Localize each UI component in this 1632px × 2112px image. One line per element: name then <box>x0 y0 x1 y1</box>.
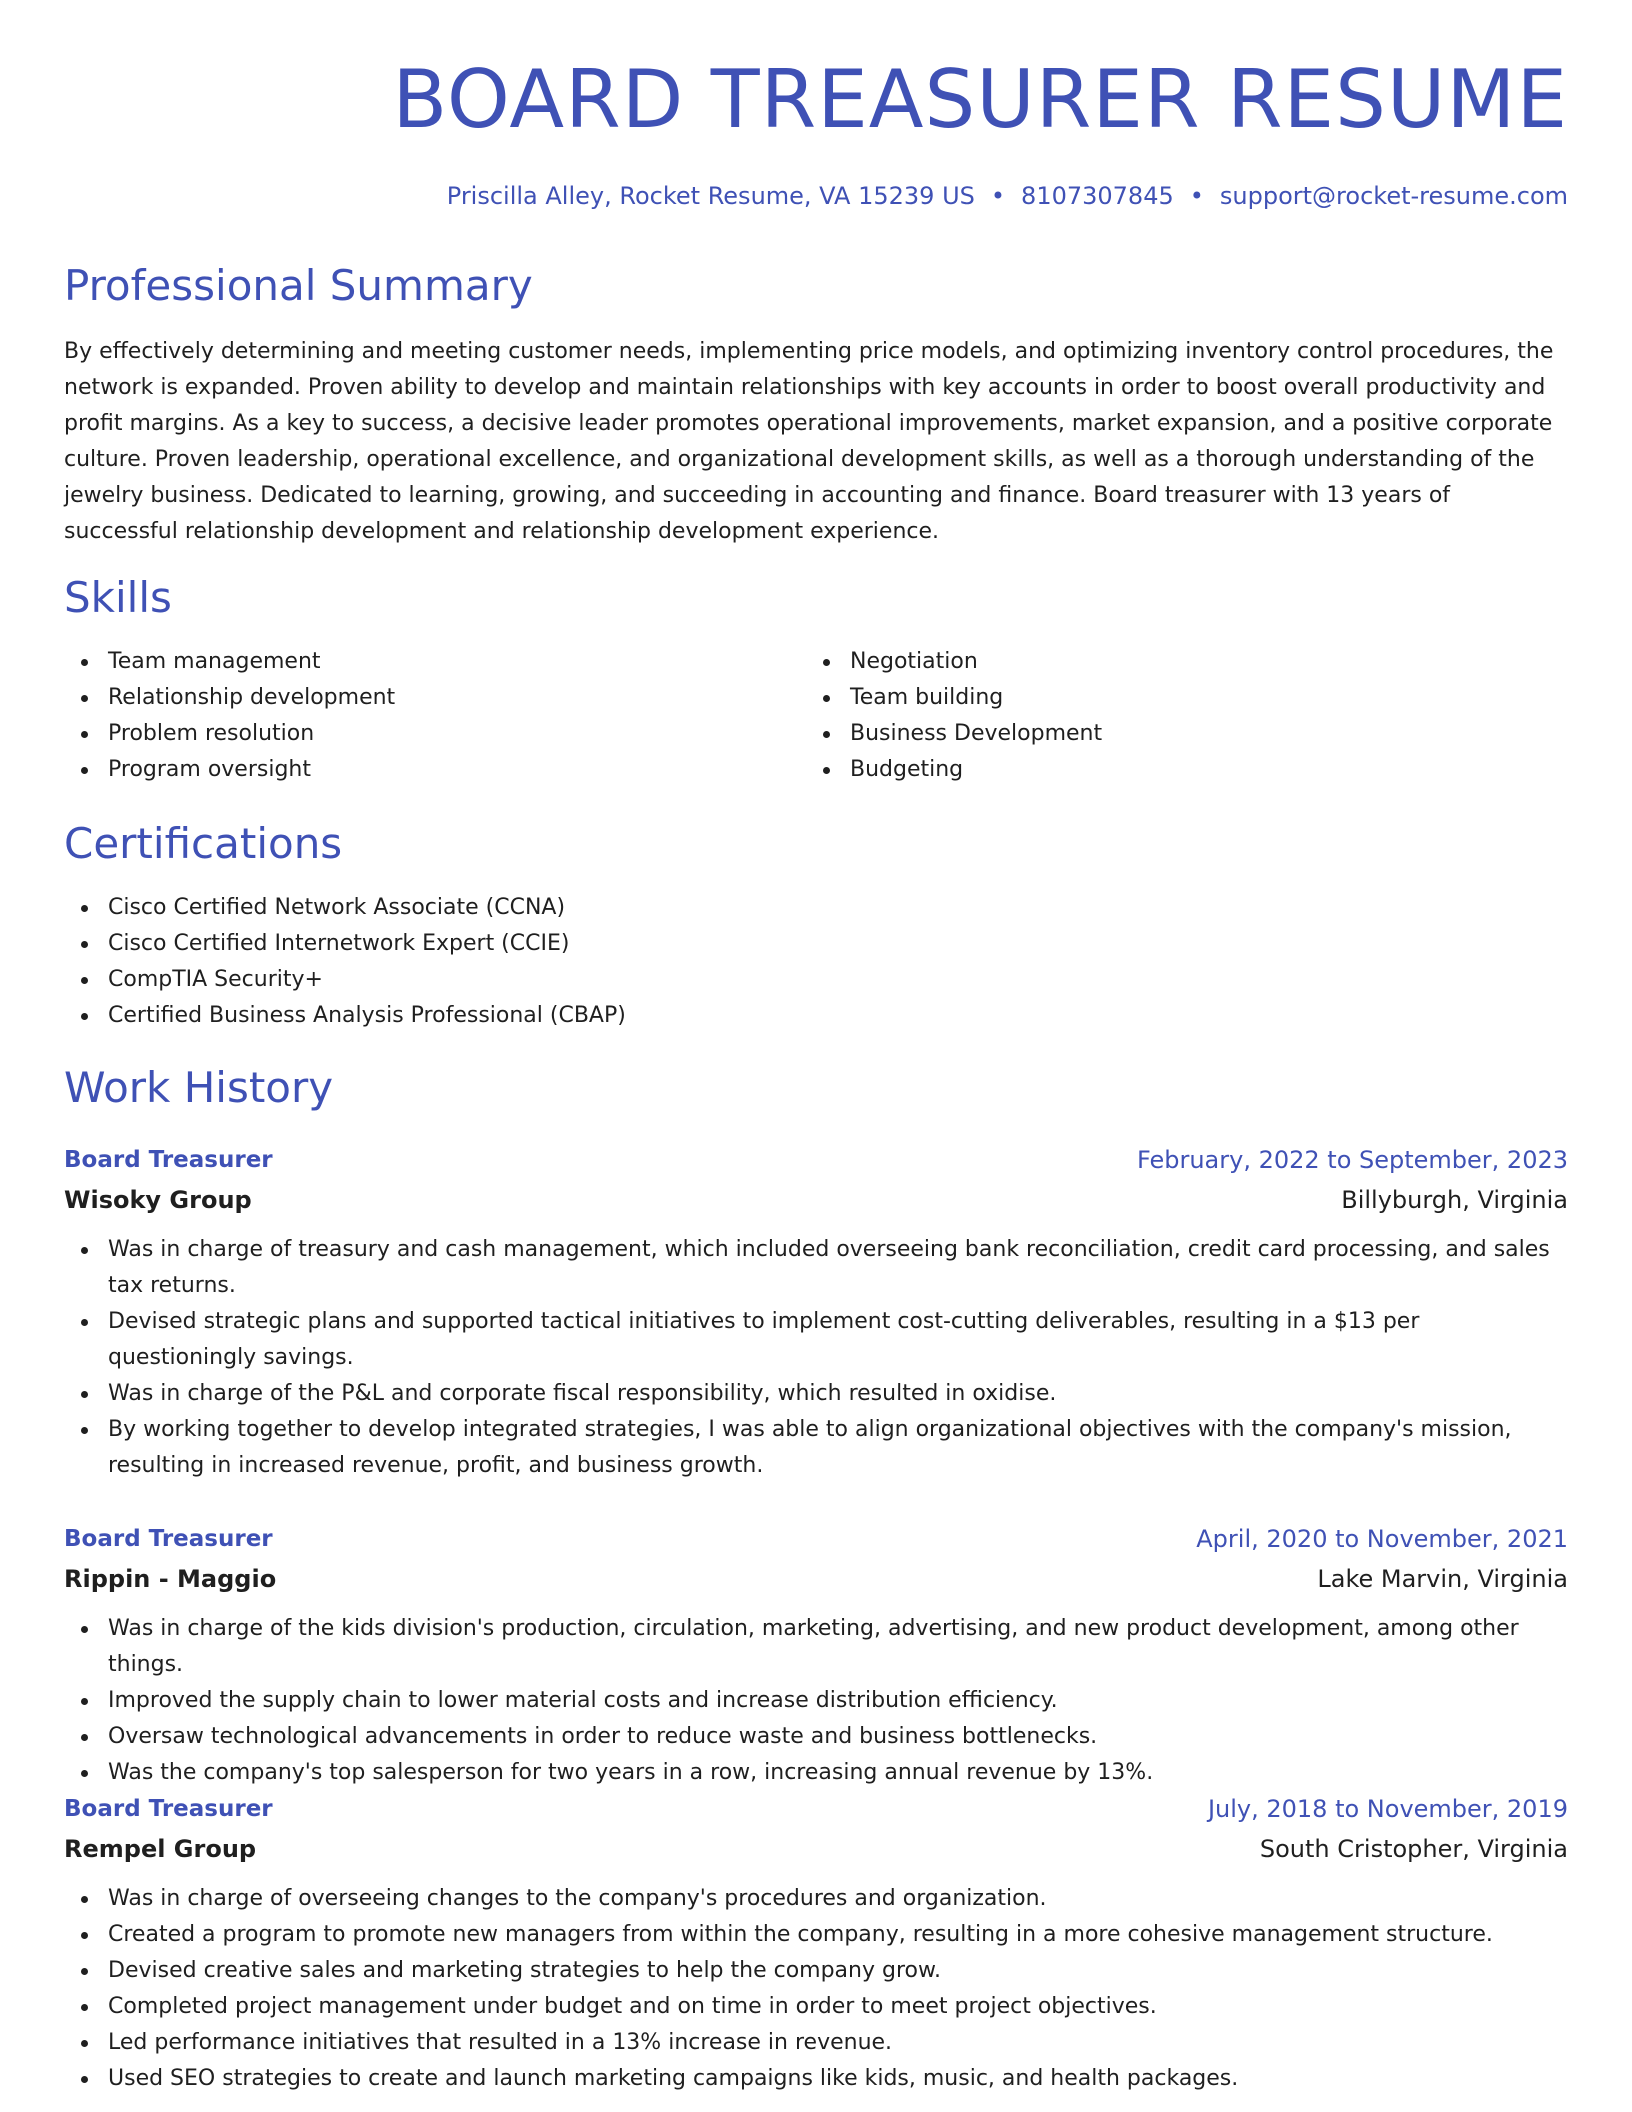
resume-title: BOARD TREASURER RESUME <box>392 53 1568 146</box>
job-title: Board Treasurer <box>64 1796 273 1822</box>
skill-item: Team building <box>806 680 1506 716</box>
job-bullet: Improved the supply chain to lower material costs and increase distribution efficiency. <box>64 1683 1568 1719</box>
job-company-row <box>64 1559 1568 1599</box>
job-company-row <box>64 1829 1568 1869</box>
contact-phone: 8107307845 <box>1021 182 1174 210</box>
job-bullets <box>64 1611 1568 1791</box>
job-company-row <box>64 1180 1568 1220</box>
job-bullet: Was in charge of treasury and cash management, which included overseeing bank reconciliation, credit card processing, and sales tax returns. <box>64 1232 1568 1304</box>
job-bullet: Devised creative sales and marketing strategies to help the company grow. <box>64 1953 1568 1989</box>
skill-item: Business Development <box>806 716 1506 752</box>
skill-item: Problem resolution <box>64 716 764 752</box>
skills-list-left <box>64 644 764 788</box>
certification-item: CompTIA Security+ <box>64 962 1568 998</box>
work-history-heading: Work History <box>64 1063 334 1112</box>
job-location: South Cristopher, Virginia <box>1259 1835 1568 1863</box>
job-header-row <box>64 1519 1568 1559</box>
certifications-heading: Certifications <box>64 819 343 868</box>
job-location: Lake Marvin, Virginia <box>1317 1565 1568 1593</box>
skill-item: Negotiation <box>806 644 1506 680</box>
job-entry <box>64 1519 1568 1791</box>
skill-item: Budgeting <box>806 752 1506 788</box>
job-bullet: Was in charge of overseeing changes to the company's procedures and organization. <box>64 1881 1568 1917</box>
job-dates: July, 2018 to November, 2019 <box>1207 1795 1568 1823</box>
contact-separator: • <box>990 182 1006 210</box>
job-company: Rippin - Maggio <box>64 1565 277 1593</box>
skill-item: Relationship development <box>64 680 764 716</box>
job-bullet: Was the company's top salesperson for two years in a row, increasing annual revenue by 13%. <box>64 1755 1568 1791</box>
contact-separator: • <box>1189 182 1204 210</box>
certification-item: Cisco Certified Internetwork Expert (CCIE) <box>64 926 1568 962</box>
job-title: Board Treasurer <box>64 1147 273 1173</box>
job-entry <box>64 1789 1568 2097</box>
skill-item: Team management <box>64 644 764 680</box>
job-bullet: Devised strategic plans and supported tactical initiatives to implement cost-cutting deliverables, resulting in a $13 per questioningly savings. <box>64 1304 1568 1376</box>
job-entry <box>64 1140 1568 1484</box>
job-dates: February, 2022 to September, 2023 <box>1136 1146 1568 1174</box>
certifications-list <box>64 890 1568 1034</box>
job-bullet: Created a program to promote new managers from within the company, resulting in a more cohesive management structure. <box>64 1917 1568 1953</box>
job-header-row <box>64 1140 1568 1180</box>
job-company: Rempel Group <box>64 1835 257 1863</box>
job-bullets <box>64 1881 1568 2097</box>
job-dates: April, 2020 to November, 2021 <box>1196 1525 1568 1553</box>
contact-address: Priscilla Alley, Rocket Resume, VA 15239 US <box>446 182 975 210</box>
summary-heading: Professional Summary <box>64 261 533 310</box>
job-bullet: Was in charge of the kids division's production, circulation, marketing, advertising, and new product development, among other things. <box>64 1611 1568 1683</box>
skill-item: Program oversight <box>64 752 764 788</box>
job-bullet: Was in charge of the P&L and corporate fiscal responsibility, which resulted in oxidise. <box>64 1376 1568 1412</box>
job-title: Board Treasurer <box>64 1526 273 1552</box>
certification-item: Certified Business Analysis Professional (CBAP) <box>64 998 1568 1034</box>
job-bullets <box>64 1232 1568 1484</box>
job-bullet: Oversaw technological advancements in order to reduce waste and business bottlenecks. <box>64 1719 1568 1755</box>
job-bullet: By working together to develop integrated strategies, I was able to align organizational objectives with the company's mission, resulting in increased revenue, profit, and business growth. <box>64 1412 1568 1484</box>
certification-item: Cisco Certified Network Associate (CCNA) <box>64 890 1568 926</box>
job-header-row <box>64 1789 1568 1829</box>
contact-line <box>447 180 1568 212</box>
job-company: Wisoky Group <box>64 1186 252 1214</box>
contact-email[interactable]: support@rocket-resume.com <box>1219 182 1568 210</box>
skills-heading: Skills <box>64 573 172 622</box>
job-bullet: Completed project management under budget and on time in order to meet project objectives. <box>64 1989 1568 2025</box>
job-bullet: Led performance initiatives that resulted in a 13% increase in revenue. <box>64 2025 1568 2061</box>
job-bullet: Used SEO strategies to create and launch marketing campaigns like kids, music, and health packages. <box>64 2061 1568 2097</box>
skills-list-right <box>806 644 1506 788</box>
summary-text: By effectively determining and meeting customer needs, implementing price models, and optimizing inventory control procedures, the network is expanded. Proven ability to develop and maintain relationships with key accounts in order to boost overall productivity and profit margins. As a key to success, a decisive leader promotes operational improvements, market expansion, and a positive corporate culture. Proven leadership, operational excellence, and organizational development skills, as well as a thorough understanding of the jewelry business. Dedicated to learning, growing, and succeeding in accounting and finance. Board treasurer with 13 years of successful relationship development and relationship development experience. <box>64 339 1554 544</box>
job-location: Billyburgh, Virginia <box>1341 1186 1568 1214</box>
